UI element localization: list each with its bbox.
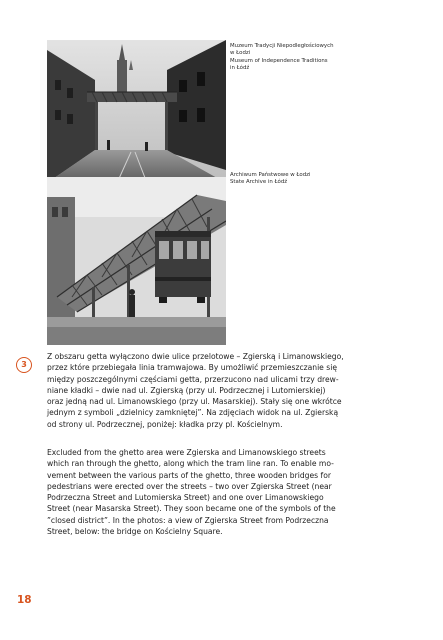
text-line: między poszczególnymi częściami getta, przerzucono nad ulicami trzy drew- — [47, 374, 339, 384]
english-paragraph — [47, 447, 397, 537]
text-line: przez które przebiegała linia tramwajowa. By umożliwić przemieszczanie się — [47, 363, 338, 373]
text-line: Podrzeczna Street and Lutomierska Street) and one over Limanowskiego — [47, 493, 324, 503]
photo-koscielny-bridge — [47, 177, 226, 345]
text-line: oraz jedną nad ul. Limanowskiego (przy ul. Masarskiej). Stały się one wkrótce — [47, 397, 342, 407]
text-line: Street (near Masarska Street). They soon became one of the symbols of the — [47, 504, 336, 514]
caption-line: Muzeum Tradycji Niepodległościowych — [230, 43, 334, 49]
caption-line: w Łodzi — [230, 50, 251, 57]
text-line: which ran through the ghetto, along which the tram line ran. To enable mo- — [47, 459, 334, 469]
text-line: vement between the various parts of the ghetto, three wooden bridges for — [47, 470, 331, 480]
text-line: Z obszaru getta wyłączono dwie ulice przelotowe – Zgierską i Limanowskiego, — [47, 352, 344, 361]
text-line: ”closed district”. In the photos: a view of Zgierska Street from Podrzeczna — [47, 515, 329, 525]
text-line: Street, below: the bridge on Kościelny Square. — [47, 527, 223, 537]
text-line: pedestrians were erected over the streets – two over Zgierska Street (near — [47, 481, 332, 491]
text-line: Excluded from the ghetto area were Zgierska and Limanowskiego streets — [47, 448, 326, 457]
photo-zgierska-street — [47, 40, 226, 183]
text-line: niane kładki – dwie nad ul. Zgierską (przy ul. Podrzecznej i Lutomierskiej) — [47, 385, 326, 395]
page-number: 18 — [17, 594, 32, 606]
polish-paragraph — [47, 351, 397, 430]
caption-line: Museum of Independence Traditions — [230, 57, 328, 64]
text-line: od strony ul. Podrzecznej, poniżej: kładka przy pl. Kościelnym. — [47, 419, 283, 429]
caption-line: Archiwum Państwowe w Łodzi — [230, 172, 311, 178]
text-line: jednym z symboli „dzielnicy zamkniętej”. Na zdjęciach widok na ul. Zgierską — [47, 408, 339, 418]
caption-line: State Archive in Łódź — [230, 179, 288, 186]
photo-caption-bottom — [230, 172, 360, 187]
caption-line: in Łódź — [230, 65, 250, 72]
photo-caption-top — [230, 43, 360, 73]
section-number-badge: 3 — [16, 357, 32, 373]
